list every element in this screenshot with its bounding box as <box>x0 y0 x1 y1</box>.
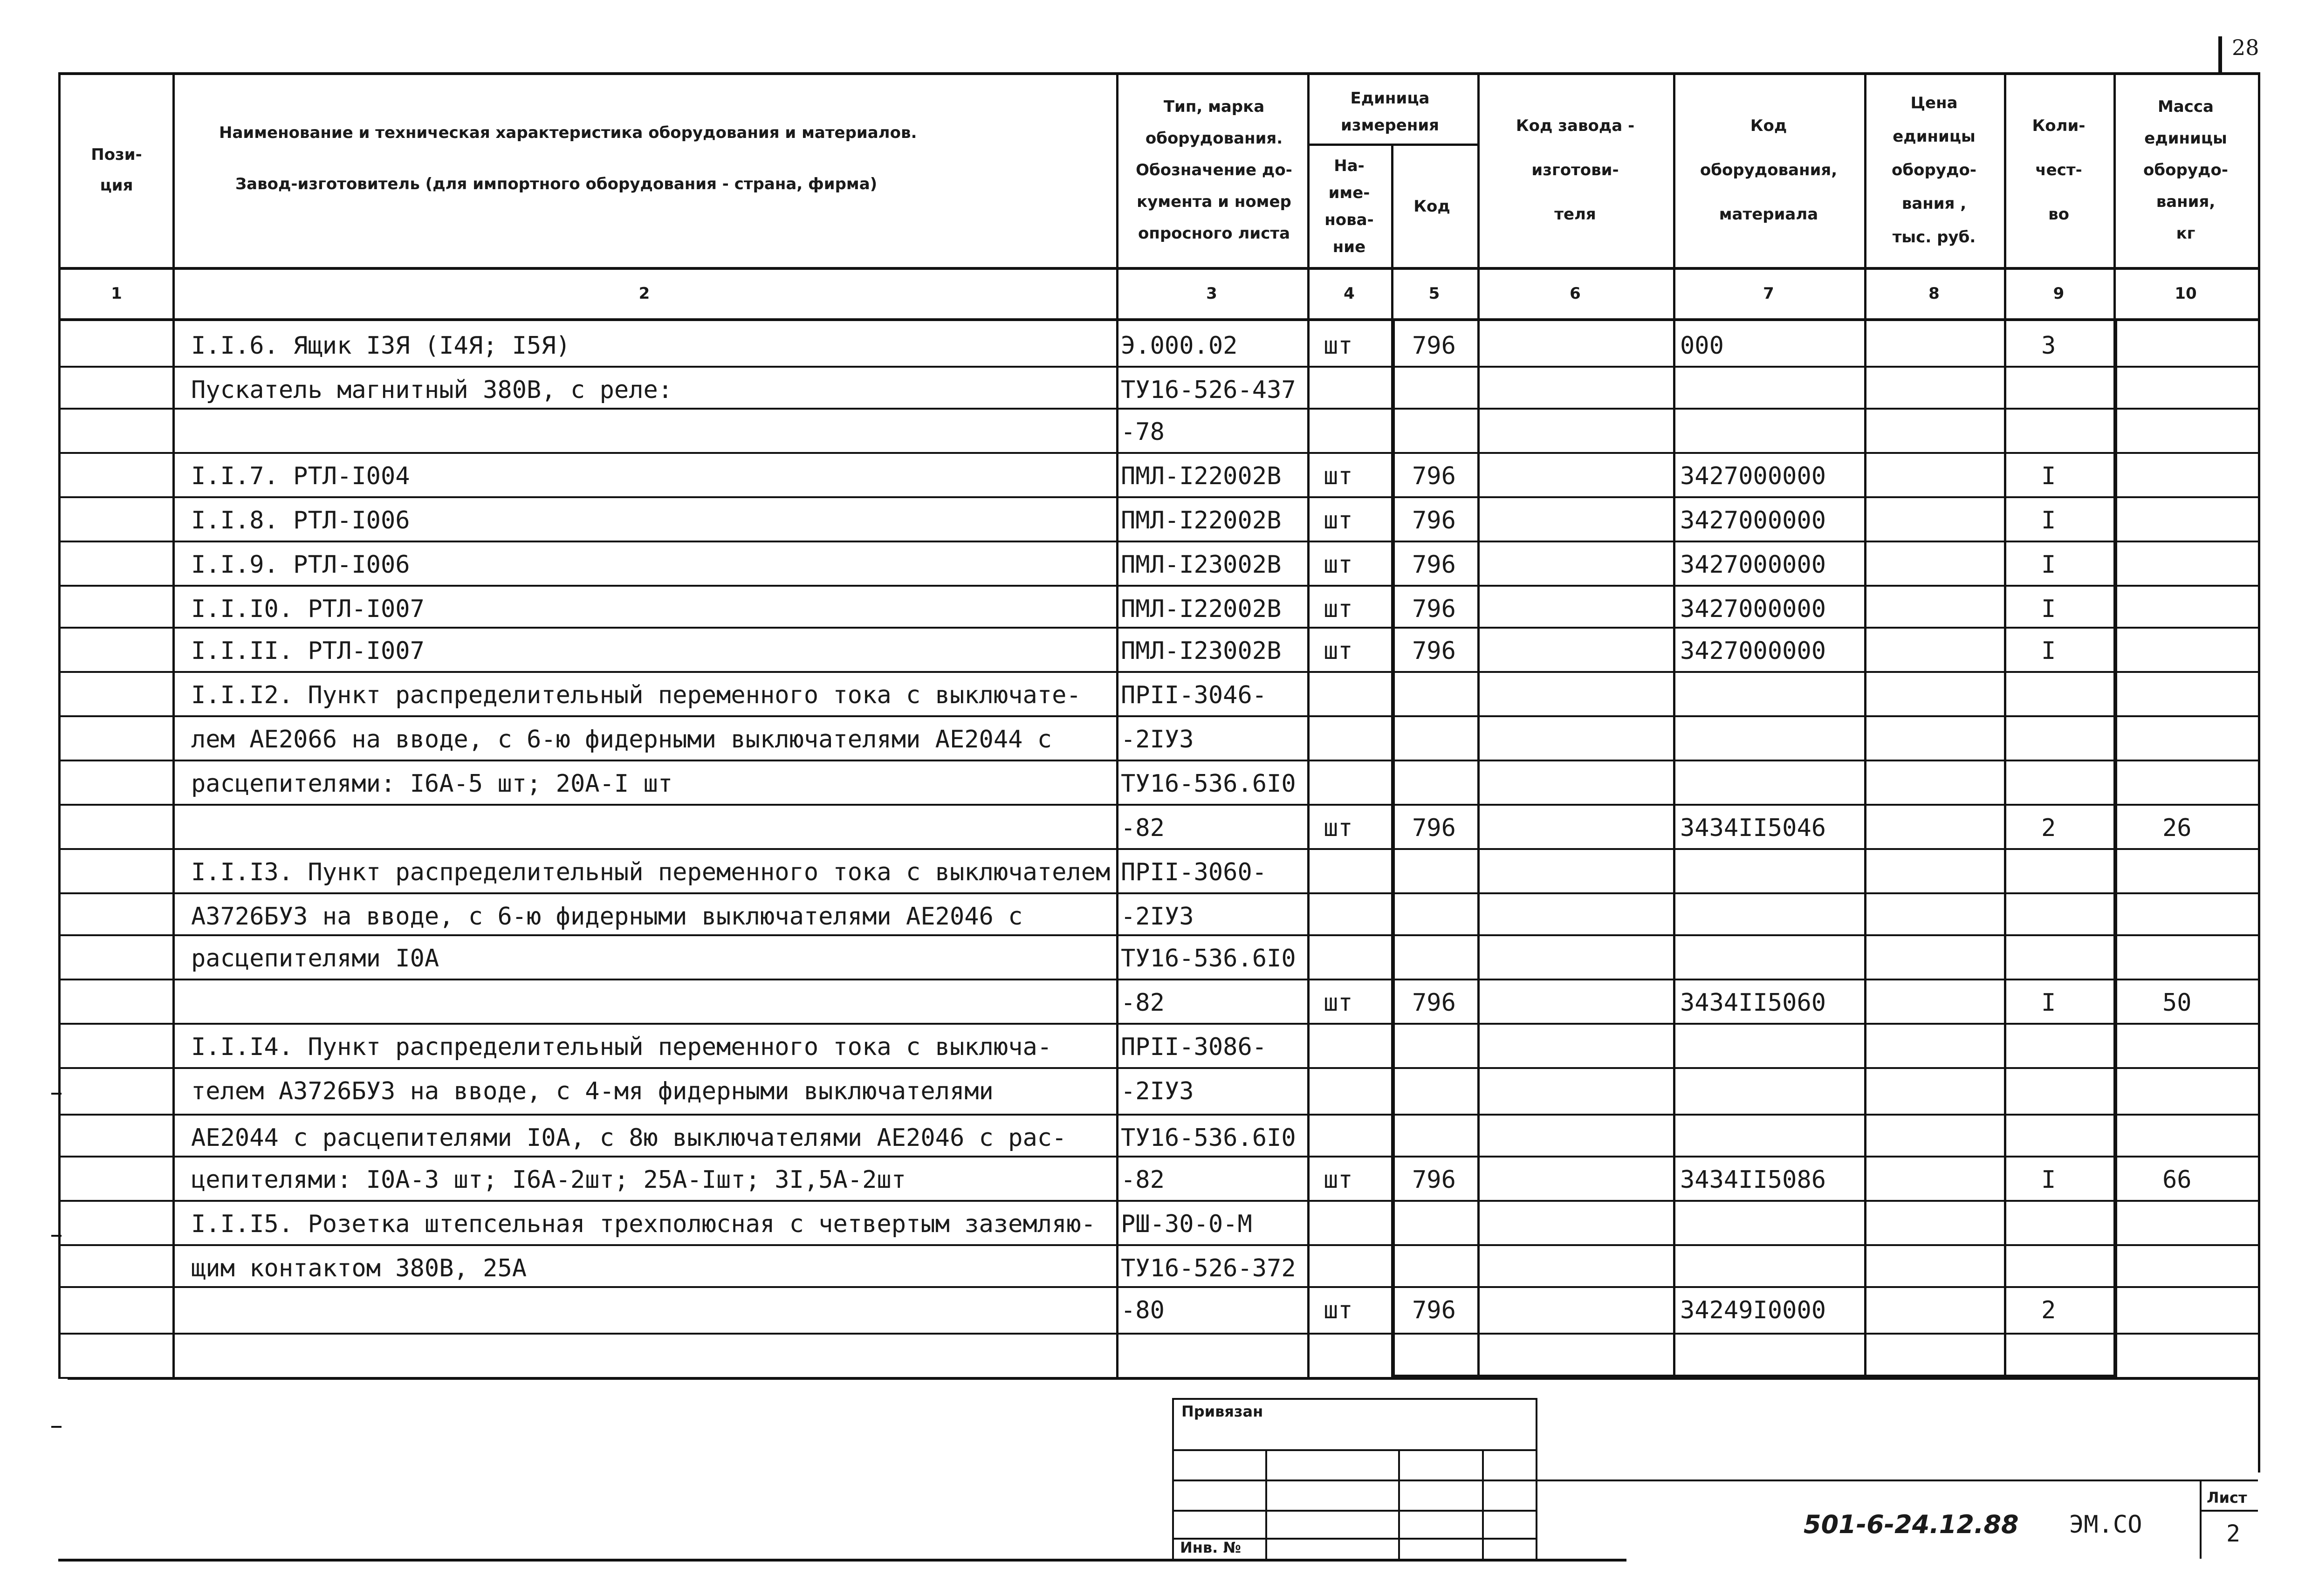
column-number: 3 <box>1206 284 1217 303</box>
cell-name: I.I.II. РТЛ-I007 <box>191 637 425 665</box>
grid-line <box>2004 72 2006 1377</box>
cell-code: 796 <box>1412 462 1456 490</box>
grid-line <box>58 585 2258 587</box>
cell-qty: 2 <box>2041 1296 2056 1324</box>
column-number: 8 <box>1928 284 1940 303</box>
grid-line <box>58 934 2258 936</box>
column-number: 9 <box>2053 284 2065 303</box>
grid-line <box>58 760 2258 761</box>
cell-name: расцепителями: I6А-5 шт; 20А-I шт <box>191 770 673 798</box>
grid-line <box>1477 72 1480 1377</box>
column-number: 2 <box>638 284 650 303</box>
grid-line <box>51 1093 62 1095</box>
header-quantity: Коли- чест- во <box>2032 116 2086 224</box>
cell-unit: шт <box>1324 814 1353 842</box>
cell-equip-code: 34249I0000 <box>1680 1296 1826 1324</box>
cell-code: 796 <box>1412 1296 1456 1324</box>
cell-code: 796 <box>1412 507 1456 534</box>
cell-code: 796 <box>1412 595 1456 623</box>
cell-type: -78 <box>1121 418 1165 446</box>
grid-line <box>58 366 2258 368</box>
grid-line <box>58 1333 2258 1335</box>
cell-mass: 50 <box>2162 989 2192 1017</box>
cell-unit: шт <box>1324 1166 1353 1194</box>
cell-name: I.I.8. РТЛ-I006 <box>191 507 410 534</box>
cell-unit: шт <box>1324 507 1353 534</box>
cell-code: 796 <box>1412 989 1456 1017</box>
grid-line <box>51 1426 62 1428</box>
cell-unit: шт <box>1324 595 1353 623</box>
cell-name: I.I.7. РТЛ-I004 <box>191 462 410 490</box>
grid-line <box>1482 1449 1484 1559</box>
cell-qty: 2 <box>2041 814 2056 842</box>
cell-type: ПМЛ-I22002В <box>1121 462 1282 490</box>
cell-name: телем А3726БУ3 на вводе, с 4-мя фидерными выключателями <box>191 1077 994 1105</box>
cell-code: 796 <box>1412 814 1456 842</box>
grid-line <box>58 804 2258 806</box>
cell-name: АЕ2044 с расцепителями I0А, с 8ю выключателями АЕ2046 с рас- <box>191 1124 1067 1152</box>
column-number: 7 <box>1763 284 1774 303</box>
cell-type: ПРII-3060- <box>1121 858 1267 886</box>
document-code: ЭМ.СО <box>2069 1511 2142 1539</box>
header-price: Цена единицы оборудо- вания , тыс. руб. <box>1892 94 1976 247</box>
grid-line <box>58 1559 1626 1562</box>
grid-line <box>1172 1480 1536 1481</box>
grid-line <box>1391 318 1395 1378</box>
grid-line <box>58 848 2258 850</box>
cell-code: 796 <box>1412 1166 1456 1194</box>
cell-name: цепителями: I0А-3 шт; I6А-2шт; 25А-Iшт; 3I,5А-2шт <box>191 1166 906 1194</box>
grid-line <box>1116 72 1118 1377</box>
grid-line <box>58 452 2258 454</box>
cell-name: I.I.9. РТЛ-I006 <box>191 551 410 579</box>
inventory-label: Инв. № <box>1180 1539 1241 1556</box>
cell-type: -82 <box>1121 814 1165 842</box>
cell-equip-code: 3434II5046 <box>1680 814 1826 842</box>
cell-name: лем АЕ2066 на вводе, с 6-ю фидерными выключателями АЕ2044 с <box>191 726 1052 753</box>
cell-name: Пускатель магнитный 380В, с реле: <box>191 376 673 404</box>
cell-unit: шт <box>1324 637 1353 665</box>
cell-type: ТУ16-536.6I0 <box>1121 770 1296 798</box>
cell-name: I.I.I0. РТЛ-I007 <box>191 595 425 623</box>
cell-type: Э.000.02 <box>1121 332 1238 360</box>
header-equipment-code: Код оборудования, материала <box>1700 116 1838 224</box>
cell-mass: 26 <box>2162 814 2192 842</box>
grid-line <box>58 318 2258 321</box>
cell-equip-code: 3427000000 <box>1680 637 1826 665</box>
cell-equip-code: 3434II5060 <box>1680 989 1826 1017</box>
cell-name: I.I.6. Ящик I3Я (I4Я; I5Я) <box>191 332 570 360</box>
cell-qty: I <box>2041 507 2056 534</box>
cell-code: 796 <box>1412 551 1456 579</box>
cell-type: -2IУ3 <box>1121 903 1194 931</box>
grid-line <box>58 979 2258 980</box>
cell-type: -2IУ3 <box>1121 726 1194 753</box>
grid-line <box>1265 1449 1267 1559</box>
cell-equip-code: 3427000000 <box>1680 595 1826 623</box>
grid-line <box>1673 72 1675 1377</box>
grid-line <box>1172 1449 1536 1451</box>
cell-type: -80 <box>1121 1296 1165 1324</box>
header-mass: Масса единицы оборудо- вания, кг <box>2143 97 2228 243</box>
grid-line <box>172 72 175 1377</box>
grid-line <box>1398 1449 1400 1559</box>
cell-type: ПРII-3086- <box>1121 1033 1267 1061</box>
cell-type: -82 <box>1121 1166 1165 1194</box>
grid-line <box>58 715 2258 717</box>
cell-type: ТУ16-536.6I0 <box>1121 945 1296 973</box>
cell-type: -82 <box>1121 989 1165 1017</box>
grid-line <box>1391 1375 2116 1378</box>
grid-line <box>58 408 2258 410</box>
grid-line <box>2258 72 2260 1473</box>
column-number: 10 <box>2175 284 2197 303</box>
cell-qty: I <box>2041 637 2056 665</box>
privyazan-label: Привязан <box>1181 1403 1263 1420</box>
grid-line <box>58 1200 2258 1202</box>
cell-type: ТУ16-536.6I0 <box>1121 1124 1296 1152</box>
column-number: 4 <box>1344 284 1355 303</box>
cell-type: ПМЛ-I23002В <box>1121 551 1282 579</box>
cell-unit: шт <box>1324 462 1353 490</box>
grid-line <box>2200 1480 2202 1559</box>
cell-type: -2IУ3 <box>1121 1077 1194 1105</box>
cell-type: ПРII-3046- <box>1121 681 1267 709</box>
cell-name: I.I.I2. Пункт распределительный переменного тока с выключате- <box>191 681 1081 709</box>
cell-equip-code: 3427000000 <box>1680 551 1826 579</box>
cell-type: ПМЛ-I22002В <box>1121 507 1282 534</box>
grid-line <box>58 541 2258 542</box>
sheet-number: 2 <box>2226 1520 2241 1547</box>
header-factory-code: Код завода - изготови- теля <box>1516 116 1635 224</box>
grid-line <box>58 627 2258 629</box>
grid-line <box>51 1235 62 1237</box>
header-unit-code: Код <box>1413 197 1450 216</box>
cell-qty: I <box>2041 989 2056 1017</box>
grid-line <box>58 72 2258 75</box>
cell-qty: I <box>2041 551 2056 579</box>
header-unit-name: На- име- нова- ние <box>1324 156 1374 256</box>
grid-line <box>1536 1480 2258 1481</box>
grid-line <box>58 267 2258 270</box>
document-number: 501-6-24.12.88 <box>1804 1510 2019 1539</box>
cell-name: I.I.I5. Розетка штепсельная трехполюсная с четвертым заземляю- <box>191 1210 1096 1238</box>
cell-unit: шт <box>1324 332 1353 360</box>
page-number: 28 <box>2232 35 2259 60</box>
column-number: 5 <box>1428 284 1440 303</box>
grid-line <box>58 1067 2258 1069</box>
cell-unit: шт <box>1324 1296 1353 1324</box>
grid-line <box>58 671 2258 673</box>
grid-line <box>1307 72 1310 1377</box>
cell-qty: I <box>2041 1166 2056 1194</box>
cell-type: ПМЛ-I22002В <box>1121 595 1282 623</box>
grid-line <box>1307 144 1480 146</box>
cell-equip-code: 3434II5086 <box>1680 1166 1826 1194</box>
cell-mass: 66 <box>2162 1166 2192 1194</box>
cell-type: ПМЛ-I23002В <box>1121 637 1282 665</box>
cell-qty: I <box>2041 462 2056 490</box>
header-position: Пози- ция <box>91 145 142 195</box>
grid-line <box>58 72 61 1377</box>
column-number: 1 <box>111 284 122 303</box>
cell-type: ТУ16-526-437 <box>1121 376 1296 404</box>
cell-code: 796 <box>1412 637 1456 665</box>
header-name-line2: Завод-изготовитель (для импортного оборудования - страна, фирма) <box>235 175 878 193</box>
cell-qty: I <box>2041 595 2056 623</box>
grid-line <box>2200 1510 2258 1512</box>
grid-line <box>58 1244 2258 1246</box>
sheet-label: Лист <box>2207 1489 2247 1507</box>
grid-line <box>58 1286 2258 1288</box>
grid-line <box>58 496 2258 498</box>
grid-line <box>1864 72 1866 1377</box>
cell-name: щим контактом 380В, 25А <box>191 1254 527 1282</box>
cell-type: РШ-30-0-М <box>1121 1210 1252 1238</box>
grid-line <box>58 892 2258 894</box>
cell-name: I.I.I4. Пункт распределительный переменного тока с выключа- <box>191 1033 1052 1061</box>
grid-line <box>1172 1398 1536 1400</box>
cell-code: 796 <box>1412 332 1456 360</box>
grid-line <box>58 1156 2258 1158</box>
cell-name: А3726БУ3 на вводе, с 6-ю фидерными выключателями АЕ2046 с <box>191 903 1023 931</box>
grid-line <box>1172 1510 1536 1512</box>
cell-unit: шт <box>1324 989 1353 1017</box>
cell-name: расцепителями I0А <box>191 945 439 973</box>
page-corner-mark <box>2218 36 2222 74</box>
cell-type: ТУ16-526-372 <box>1121 1254 1296 1282</box>
grid-line <box>1172 1398 1174 1559</box>
cell-name: I.I.I3. Пункт распределительный переменного тока с выключателем <box>191 858 1111 886</box>
cell-equip-code: 000 <box>1680 332 1724 360</box>
cell-unit: шт <box>1324 551 1353 579</box>
cell-equip-code: 3427000000 <box>1680 462 1826 490</box>
cell-equip-code: 3427000000 <box>1680 507 1826 534</box>
grid-line <box>2113 318 2117 1378</box>
column-number: 6 <box>1570 284 1581 303</box>
cell-qty: 3 <box>2041 332 2056 360</box>
grid-line <box>58 1023 2258 1025</box>
grid-line <box>1536 1398 1537 1559</box>
header-unit-group: Единица измерения <box>1341 89 1439 135</box>
header-name-line1: Наименование и техническая характеристика оборудования и материалов. <box>219 123 917 142</box>
header-type: Тип, марка оборудования. Обозначение до- кумента и номер опросного листа <box>1136 97 1292 243</box>
grid-line <box>58 1114 2258 1116</box>
